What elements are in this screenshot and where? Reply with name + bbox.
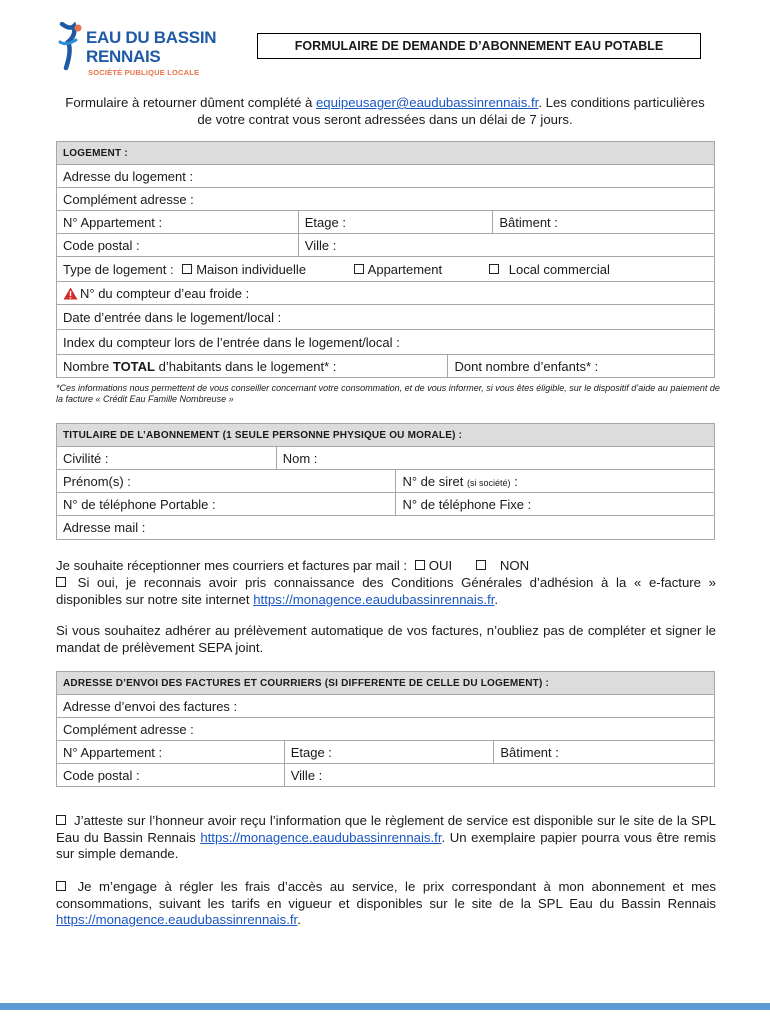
appartement-checkbox[interactable]	[354, 264, 364, 274]
appartement-label: Appartement	[367, 261, 443, 277]
engagement-frais-end: .	[297, 912, 301, 927]
siret-note: (si société)	[466, 477, 511, 488]
siret-field[interactable]	[396, 470, 715, 493]
courrier-mail-question	[56, 558, 716, 575]
efacture-site-link[interactable]: https://monagence.eaudubassinrennais.fr	[253, 591, 495, 607]
nom-field[interactable]: Nom :	[276, 447, 714, 470]
non-label: NON	[499, 558, 530, 573]
logement-adresse-field[interactable]: Adresse du logement :	[57, 165, 715, 188]
intro-text	[60, 94, 710, 128]
logo-text-line2: RENNAIS	[86, 47, 161, 66]
mail-field[interactable]: Adresse mail :	[57, 516, 715, 540]
efacture-checkbox[interactable]	[56, 577, 66, 587]
attestation-reglement-text: J’atteste sur l’honneur avoir reçu l’information que le règlement de service est disponible sur le site de la SPL Eau du Bassin Rennais	[56, 813, 716, 845]
compteur-label: N° du compteur d’eau froide :	[80, 285, 250, 301]
envoi-section	[56, 671, 715, 787]
tel-fixe-field[interactable]: N° de téléphone Fixe :	[396, 493, 715, 516]
envoi-ville-field[interactable]: Ville :	[284, 764, 714, 787]
tarifs-site-link[interactable]: https://monagence.eaudubassinrennais.fr	[56, 912, 298, 927]
attestation-reglement-end: . Un exemplaire papier pourra vous être remis sur simple demande.	[56, 829, 716, 861]
titulaire-header: TITULAIRE DE L’ABONNEMENT (1 SEULE PERSONNE PHYSIQUE OU MORALE) :	[57, 424, 715, 447]
envoi-header: ADRESSE D’ENVOI DES FACTURES ET COURRIERS (SI DIFFERENTE DE CELLE DU LOGEMENT) :	[57, 672, 715, 695]
prenoms-field[interactable]: Prénom(s) :	[57, 470, 396, 493]
nombre-habitants-field[interactable]	[57, 355, 448, 378]
contact-email-link[interactable]: equipeusager@eaudubassinrennais.fr	[315, 95, 539, 110]
form-title: FORMULAIRE DE DEMANDE D’ABONNEMENT EAU POTABLE	[257, 33, 701, 59]
habitants-after: d’habitants dans le logement* :	[154, 358, 337, 374]
courrier-question-text: Je souhaite réceptionner mes courriers et factures par mail :	[56, 558, 408, 573]
logement-appartement-field[interactable]: N° Appartement :	[57, 211, 299, 234]
envoi-adresse-field[interactable]: Adresse d’envoi des factures :	[57, 695, 715, 718]
logement-header: LOGEMENT :	[57, 142, 715, 165]
oui-label: OUI	[428, 558, 453, 573]
efacture-text: Si oui, je reconnais avoir pris connaissance des Conditions Générales d’adhésion à la « e-facture » disponibles sur notre site internet	[56, 575, 717, 607]
engagement-frais-checkbox[interactable]	[56, 881, 66, 891]
footer-bar	[0, 1003, 770, 1010]
logement-ville-field[interactable]: Ville :	[298, 234, 714, 257]
logo-text-line3: SOCIÉTÉ PUBLIQUE LOCALE	[88, 68, 200, 77]
logement-code-postal-field[interactable]: Code postal :	[57, 234, 299, 257]
attestation-reglement-checkbox[interactable]	[56, 815, 66, 825]
envoi-appartement-field[interactable]: N° Appartement :	[57, 741, 285, 764]
engagement-frais-text: Je m’engage à régler les frais d’accès au service, le prix correspondant à mon abonnement et mes consommations, suivant les tarifs en vigueur et disponibles sur le site de la SPL Eau du Bassin Rennais	[56, 879, 716, 911]
company-logo	[56, 22, 231, 84]
local-commercial-label: Local commercial	[508, 261, 610, 277]
attestation-reglement	[56, 813, 716, 863]
envoi-complement-field[interactable]: Complément adresse :	[57, 718, 715, 741]
envoi-batiment-field[interactable]: Bâtiment :	[494, 741, 715, 764]
compteur-field[interactable]	[57, 282, 715, 305]
warning-icon	[63, 287, 78, 300]
logement-complement-field[interactable]: Complément adresse :	[57, 188, 715, 211]
logement-section	[56, 141, 715, 378]
date-entree-field[interactable]: Date d’entrée dans le logement/local :	[57, 305, 715, 330]
logement-type-row	[57, 257, 715, 282]
logo-text-line1: EAU DU BASSIN	[86, 28, 217, 47]
index-compteur-field[interactable]: Index du compteur lors de l’entrée dans le logement/local :	[57, 330, 715, 355]
logement-etage-field[interactable]: Etage :	[298, 211, 493, 234]
intro-after: . Les conditions particulières de votre contrat vous seront adressées dans un délai de 7 jours.	[197, 95, 705, 127]
logement-type-label: Type de logement :	[63, 261, 174, 277]
siret-label: N° de siret	[402, 473, 464, 489]
logement-footnote: *Ces informations nous permettent de vous conseiller concernant votre consommation, et de vous informer, si vous êtes éligible, sur le dispositif d’aide au paiement de la facture « Crédit Eau Famille Nombreuse »	[56, 383, 720, 404]
habitants-total: TOTAL	[112, 358, 155, 374]
titulaire-section	[56, 423, 715, 540]
tel-portable-field[interactable]: N° de téléphone Portable :	[57, 493, 396, 516]
local-commercial-checkbox[interactable]	[489, 264, 499, 274]
oui-checkbox[interactable]	[415, 560, 425, 570]
habitants-before: Nombre	[63, 358, 113, 374]
envoi-etage-field[interactable]: Etage :	[284, 741, 494, 764]
maison-label: Maison individuelle	[196, 261, 307, 277]
efacture-end: .	[494, 591, 499, 607]
non-checkbox[interactable]	[476, 560, 486, 570]
civilite-field[interactable]: Civilité :	[57, 447, 277, 470]
intro-before: Formulaire à retourner dûment complété à	[65, 95, 316, 110]
engagement-frais	[56, 879, 716, 929]
logement-batiment-field[interactable]: Bâtiment :	[493, 211, 715, 234]
nombre-enfants-field[interactable]: Dont nombre d’enfants* :	[448, 355, 715, 378]
swimmer-logo-icon	[56, 22, 88, 72]
reglement-site-link[interactable]: https://monagence.eaudubassinrennais.fr	[200, 829, 442, 845]
siret-colon: :	[510, 473, 518, 489]
envoi-code-postal-field[interactable]: Code postal :	[57, 764, 285, 787]
prelevement-text: Si vous souhaitez adhérer au prélèvement automatique de vos factures, n’oubliez pas de compléter et signer le mandat de prélèvement SEPA joint.	[56, 623, 716, 655]
efacture-consent	[56, 575, 716, 608]
maison-checkbox[interactable]	[182, 264, 192, 274]
